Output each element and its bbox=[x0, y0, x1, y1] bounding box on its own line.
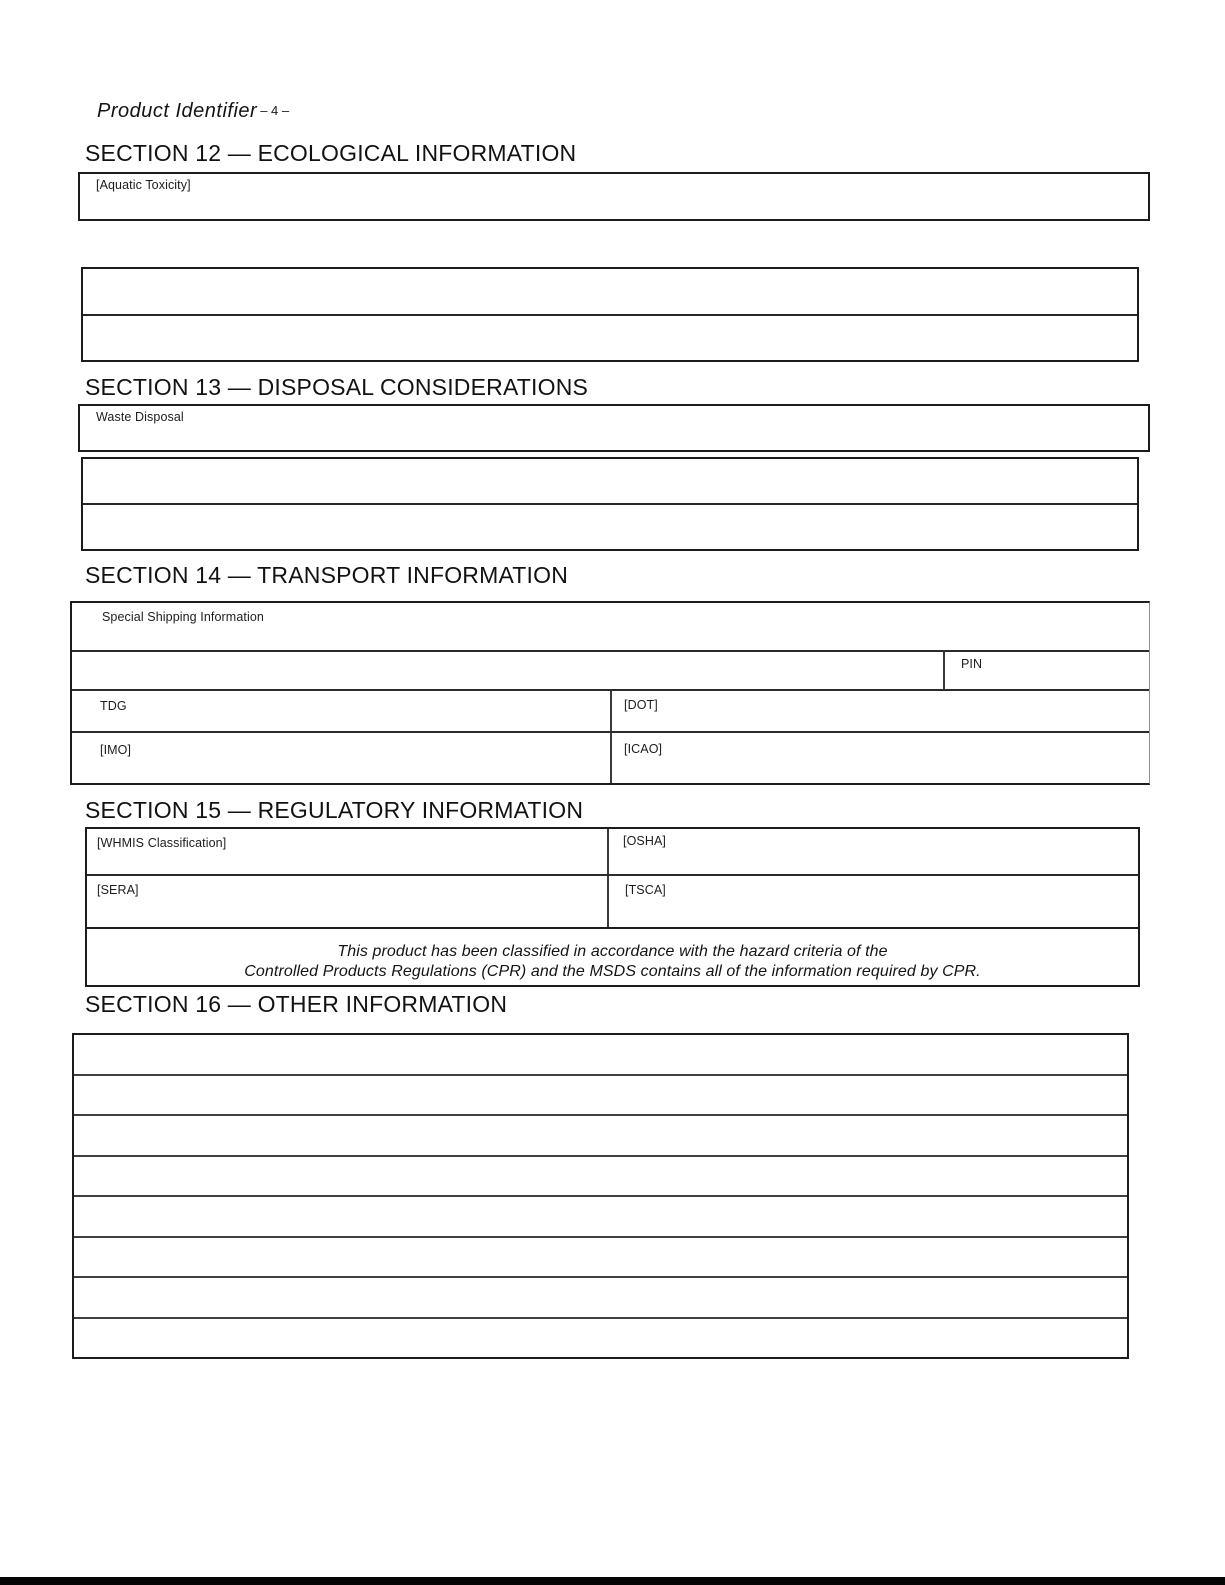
pin-row bbox=[72, 652, 1149, 691]
imo-icao-row bbox=[72, 733, 1149, 783]
other-information-row bbox=[74, 1116, 1127, 1157]
ecological-extra-field bbox=[81, 267, 1139, 362]
sera-tsca-row bbox=[87, 876, 1138, 927]
ecological-extra-row-2 bbox=[83, 316, 1137, 360]
disposal-extra-field bbox=[81, 457, 1139, 551]
whmis-field bbox=[87, 829, 609, 874]
osha-field bbox=[609, 829, 1138, 874]
icao-label: [ICAO] bbox=[624, 742, 663, 756]
other-information-row bbox=[74, 1238, 1127, 1279]
imo-label: [IMO] bbox=[100, 743, 132, 757]
product-identifier-label: Product Identifier bbox=[97, 100, 258, 122]
tsca-field bbox=[609, 876, 1138, 927]
pin-left-field bbox=[72, 652, 945, 689]
cpr-classification-note bbox=[85, 927, 1140, 987]
tdg-dot-row bbox=[72, 691, 1149, 733]
header-line bbox=[97, 100, 289, 123]
other-information-row bbox=[74, 1076, 1127, 1117]
tdg-field bbox=[72, 691, 612, 731]
other-information-table bbox=[72, 1033, 1129, 1359]
sera-field bbox=[87, 876, 609, 927]
other-information-row bbox=[74, 1035, 1127, 1076]
tsca-label: [TSCA] bbox=[625, 883, 666, 897]
disposal-extra-row-1 bbox=[83, 459, 1137, 505]
other-information-row bbox=[74, 1278, 1127, 1319]
sera-label: [SERA] bbox=[97, 883, 139, 897]
cpr-note-line-2: Controlled Products Regulations (CPR) and the MSDS contains all of the information required by CPR. bbox=[244, 963, 981, 980]
whmis-label: [WHMIS Classification] bbox=[97, 836, 227, 850]
transport-information-table bbox=[70, 601, 1150, 785]
section-14-title: SECTION 14 — TRANSPORT INFORMATION bbox=[85, 562, 569, 588]
dot-label: [DOT] bbox=[624, 698, 658, 712]
regulatory-information-table bbox=[85, 827, 1140, 929]
section-16-title: SECTION 16 — OTHER INFORMATION bbox=[85, 991, 508, 1017]
whmis-osha-row bbox=[87, 829, 1138, 876]
other-information-row bbox=[74, 1197, 1127, 1238]
dot-field bbox=[612, 691, 1149, 731]
other-information-row bbox=[74, 1319, 1127, 1358]
special-shipping-field bbox=[72, 603, 1149, 650]
page-bottom-scan-edge bbox=[0, 1577, 1225, 1585]
special-shipping-label: Special Shipping Information bbox=[102, 610, 264, 624]
ecological-extra-row-1 bbox=[83, 269, 1137, 316]
pin-field bbox=[945, 652, 1149, 689]
section-13-title: SECTION 13 — DISPOSAL CONSIDERATIONS bbox=[85, 374, 589, 400]
osha-label: [OSHA] bbox=[623, 834, 666, 848]
section-12-title: SECTION 12 — ECOLOGICAL INFORMATION bbox=[85, 140, 577, 166]
disposal-extra-row-2 bbox=[83, 505, 1137, 549]
page-number: – 4 – bbox=[260, 103, 290, 118]
imo-field bbox=[72, 733, 612, 783]
cpr-note-line-1: This product has been classified in accordance with the hazard criteria of the bbox=[337, 943, 888, 960]
waste-disposal-field bbox=[78, 404, 1150, 452]
icao-field bbox=[612, 733, 1149, 783]
section-15-title: SECTION 15 — REGULATORY INFORMATION bbox=[85, 797, 584, 823]
aquatic-toxicity-field bbox=[78, 172, 1150, 221]
aquatic-toxicity-label: [Aquatic Toxicity] bbox=[96, 178, 191, 192]
other-information-row bbox=[74, 1157, 1127, 1198]
tdg-label: TDG bbox=[100, 699, 127, 713]
waste-disposal-label: Waste Disposal bbox=[96, 410, 184, 424]
special-shipping-row bbox=[72, 603, 1149, 652]
pin-label: PIN bbox=[961, 657, 983, 671]
